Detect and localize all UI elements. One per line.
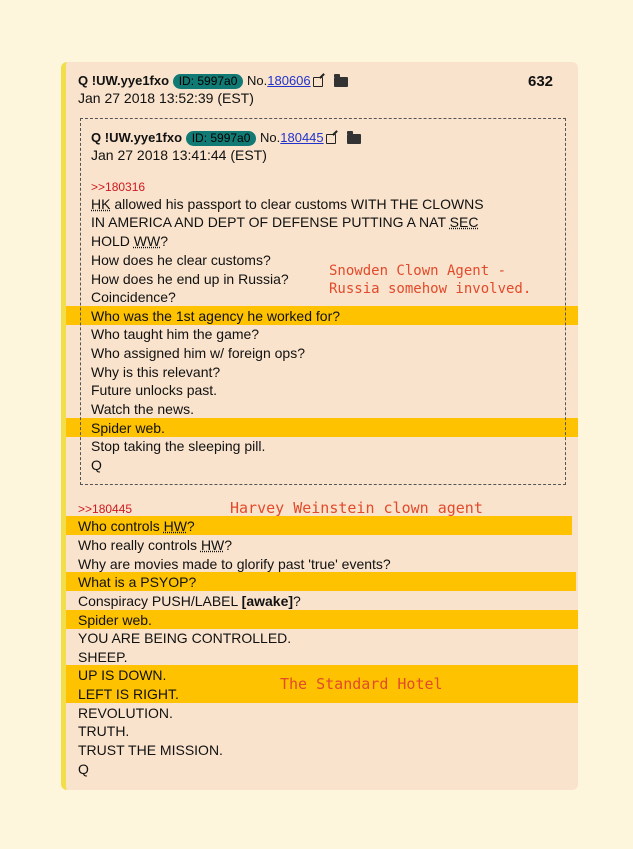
line-text: ? <box>293 593 301 609</box>
line-text: IN AMERICA AND DEPT OF DEFENSE PUTTING A NAT <box>91 214 450 230</box>
post-count: 632 <box>528 73 554 90</box>
poster-name: Q <box>91 130 102 145</box>
text-line <box>91 232 168 250</box>
folder-icon[interactable] <box>334 77 348 87</box>
text-line: YOU ARE BEING CONTROLLED. <box>78 630 292 646</box>
no-label: No. <box>260 130 281 145</box>
text-line: Spider web. <box>91 420 165 436</box>
abbr-hw: HW <box>163 518 187 534</box>
post-number-link[interactable]: 180606 <box>267 73 311 88</box>
external-link-icon[interactable] <box>313 77 323 87</box>
no-label: No. <box>247 73 268 88</box>
poster-name: Q <box>78 73 89 88</box>
id-badge[interactable]: ID: 5997a0 <box>173 74 244 89</box>
text-line: SHEEP. <box>78 649 128 665</box>
text-line: Who assigned him w/ foreign ops? <box>91 345 305 361</box>
post-number-link[interactable]: 180445 <box>280 130 324 145</box>
reply-link[interactable]: >>180316 <box>91 180 146 194</box>
line-text: Who really controls <box>78 537 201 553</box>
text-line: Coincidence? <box>91 289 176 305</box>
text-line: TRUTH. <box>78 723 130 739</box>
folder-icon[interactable] <box>347 134 361 144</box>
quoted-header <box>91 130 361 146</box>
tripcode: !UW.yye1fxo <box>104 130 183 145</box>
bold-text: [awake] <box>241 593 294 609</box>
text-line <box>78 536 232 554</box>
reply-link[interactable]: >>180445 <box>78 502 133 516</box>
text-line: Why are movies made to glorify past 'true' events? <box>78 556 391 572</box>
signature: Q <box>91 457 102 473</box>
text-line: Why is this relevant? <box>91 364 221 380</box>
id-badge[interactable]: ID: 5997a0 <box>186 131 257 146</box>
signature: Q <box>78 761 89 777</box>
line-text: ? <box>186 518 195 534</box>
line-text: ? <box>224 537 233 553</box>
annotation-line: Snowden Clown Agent - <box>329 263 507 279</box>
abbr-sec: SEC <box>449 214 479 230</box>
line-text: ? <box>160 233 169 249</box>
post-date: Jan 27 2018 13:52:39 (EST) <box>78 90 254 106</box>
text-line: Stop taking the sleeping pill. <box>91 438 266 454</box>
quoted-date: Jan 27 2018 13:41:44 (EST) <box>91 147 267 163</box>
line-text: Conspiracy PUSH/LABEL <box>78 593 242 609</box>
text-line: UP IS DOWN. <box>78 667 167 683</box>
text-line <box>91 195 484 213</box>
text-line: Who taught him the game? <box>91 326 260 342</box>
post-header <box>78 73 348 89</box>
text-line: REVOLUTION. <box>78 705 173 721</box>
text-line <box>91 213 478 231</box>
text-line: Who was the 1st agency he worked for? <box>91 308 341 324</box>
text-line: TRUST THE MISSION. <box>78 742 223 758</box>
line-text: HOLD <box>91 233 134 249</box>
line-text: Who controls <box>78 518 164 534</box>
text-line: How does he end up in Russia? <box>91 271 289 287</box>
external-link-icon[interactable] <box>326 134 336 144</box>
text-line: What is a PSYOP? <box>78 574 197 590</box>
abbr-hk: HK <box>91 196 111 212</box>
text-line <box>78 592 301 610</box>
annotation-harvey: Harvey Weinstein clown agent <box>230 499 483 517</box>
annotation-snowden <box>329 262 531 298</box>
annotation-hotel: The Standard Hotel <box>280 675 443 693</box>
text-line: Spider web. <box>78 612 152 628</box>
text-line: LEFT IS RIGHT. <box>78 686 179 702</box>
text-line: Watch the news. <box>91 401 194 417</box>
text-line: Future unlocks past. <box>91 382 218 398</box>
text-line: How does he clear customs? <box>91 252 271 268</box>
line-text: allowed his passport to clear customs WITH THE CLOWNS <box>110 196 484 212</box>
abbr-hw: HW <box>200 537 225 553</box>
tripcode: !UW.yye1fxo <box>91 73 170 88</box>
abbr-ww: WW <box>133 233 161 249</box>
annotation-line: Russia somehow involved. <box>329 281 532 297</box>
text-line <box>78 517 195 535</box>
